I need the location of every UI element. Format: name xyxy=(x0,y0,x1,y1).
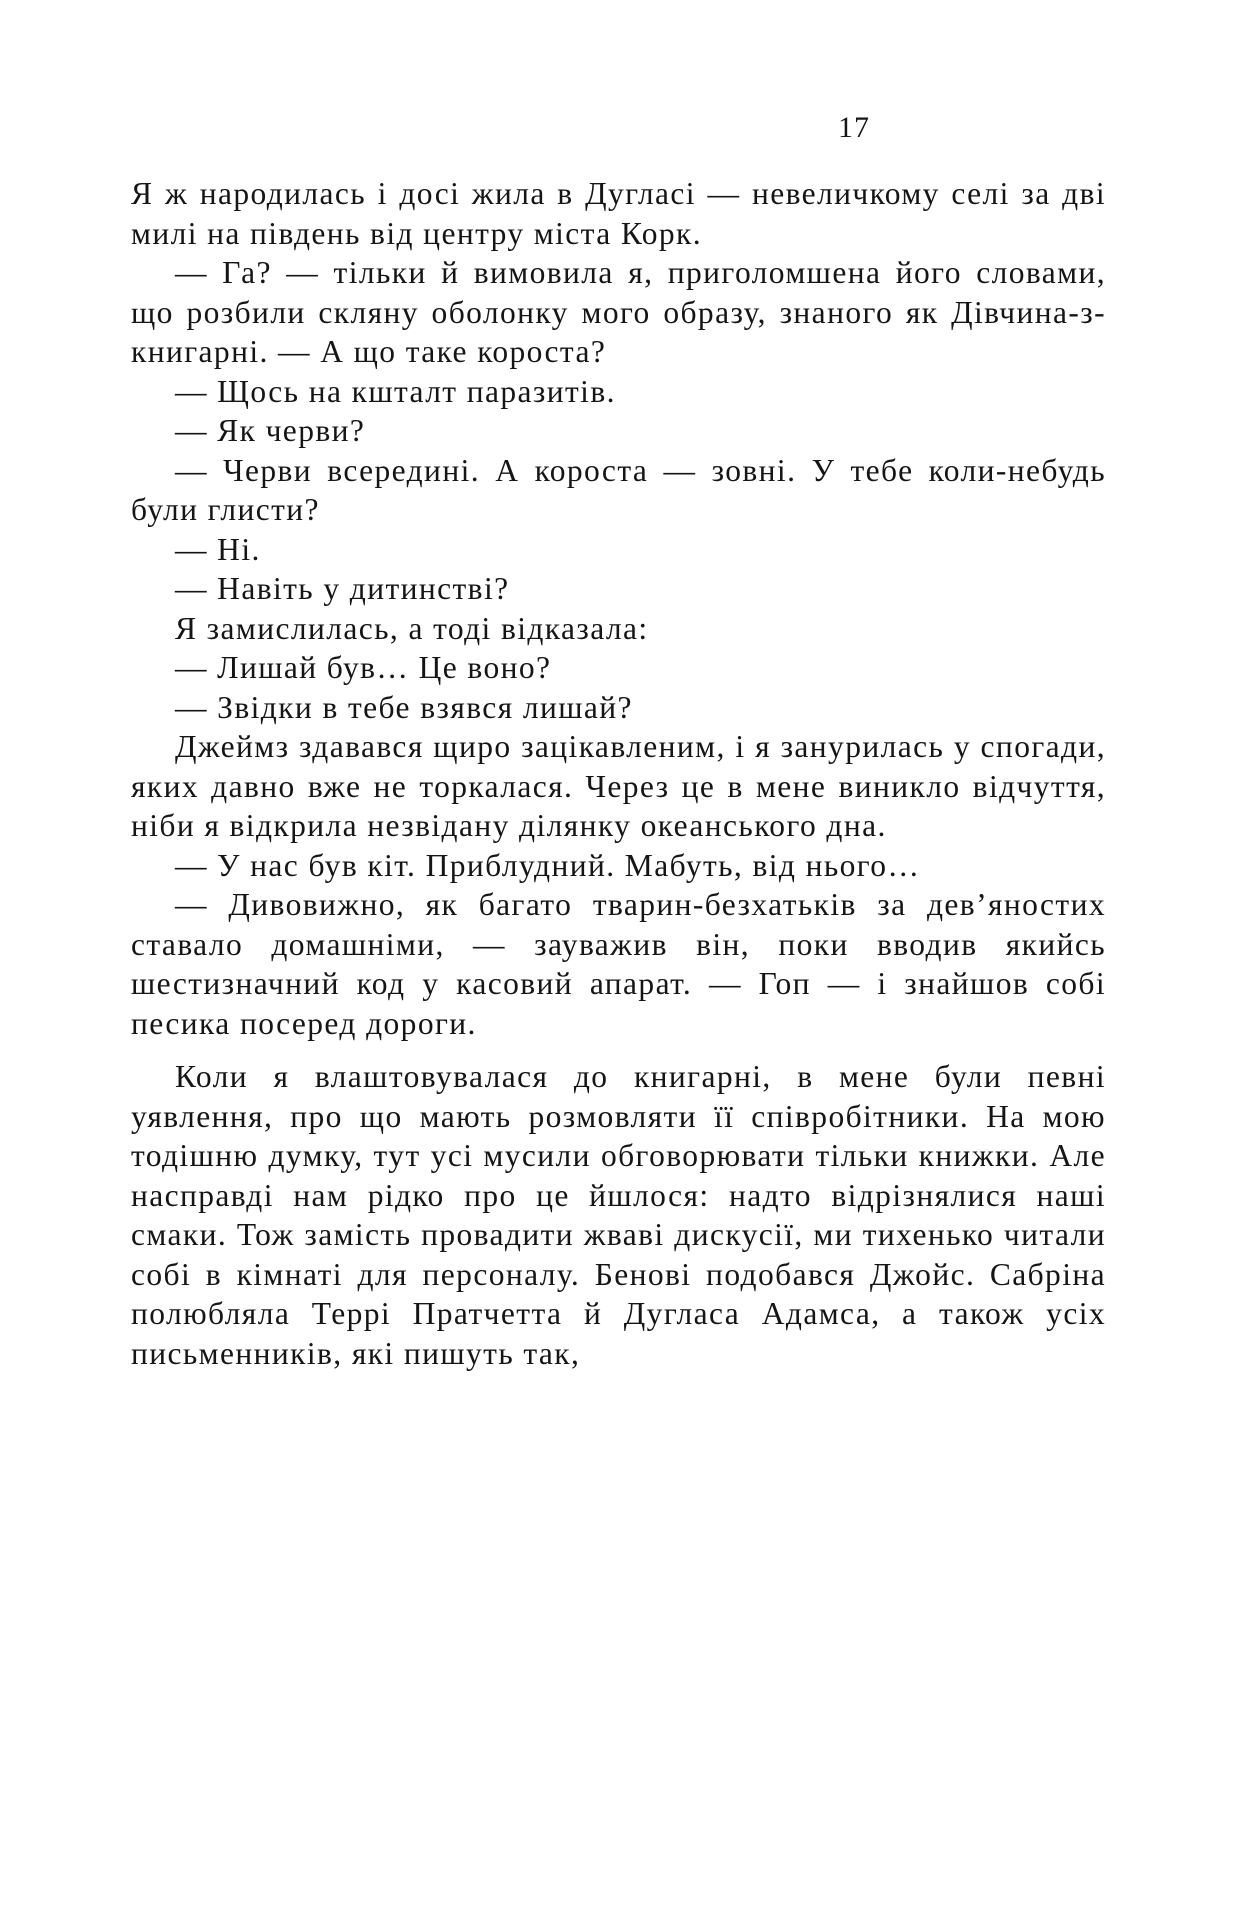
page-number: 17 xyxy=(838,111,870,144)
paragraph: — Як черви? xyxy=(175,413,366,448)
paragraph: — У нас був кіт. Приблудний. Мабуть, від нього… xyxy=(175,847,921,883)
paragraph: — Щось на кшталт паразитів. xyxy=(175,373,616,409)
paragraph: — Черви всередині. А короста — зовні. У тебе коли-небудь були глисти? xyxy=(131,452,1106,527)
paragraph: — Ні. xyxy=(175,531,261,567)
paragraph: — Га? — тільки й вимовила я, приголомшена його словами, що розбили скляну оболонку мого образу, знаного як Дівчина-з-книгарні. — А що таке короста? xyxy=(131,255,1106,369)
paragraph: — Лишай був… Це воно? xyxy=(175,650,552,685)
paragraph: — Дивовижно, як багато тварин-безхатьків за дев’яностих ставало домашніми, — зауважив він, поки вводив якийсь шестизначний код у касовий апарат. — Гоп — і знайшов собі песика посеред дороги. xyxy=(131,887,1106,1041)
page-text-block xyxy=(131,174,1106,1373)
paragraph: Я замислилась, а тоді відказала: xyxy=(175,610,649,646)
paragraph: — Навіть у дитинстві? xyxy=(175,571,510,606)
paragraph: Коли я влаштовувалася до книгарні, в мене були певні уявлення, про що мають розмовляти її співробітники. На мою тодішню думку, тут усі мусили обговорювати тільки книжки. Але насправді нам рідко про це йшлося: надто відрізнялися наші смаки. Тож замість провадити жваві дискусії, ми тихенько читали собі в кімнаті для персоналу. Бенові подобався Джойс. Сабріна полюбляла Террі Пратчетта й Дугласа Адамса, а також усіх письменників, які пишуть так, xyxy=(131,1059,1106,1371)
paragraph: — Звідки в тебе взявся лишай? xyxy=(175,689,633,725)
paragraph: Джеймз здавався щиро зацікавленим, і я занурилась у спогади, яких давно вже не торкалася. Через це в мене виникло відчуття, ніби я відкрила незвідану ділянку океанського дна. xyxy=(131,729,1106,843)
paragraph: Я ж народилась і досі жила в Дугласі — невеличкому селі за дві милі на південь від центру міста Корк. xyxy=(131,176,1106,251)
